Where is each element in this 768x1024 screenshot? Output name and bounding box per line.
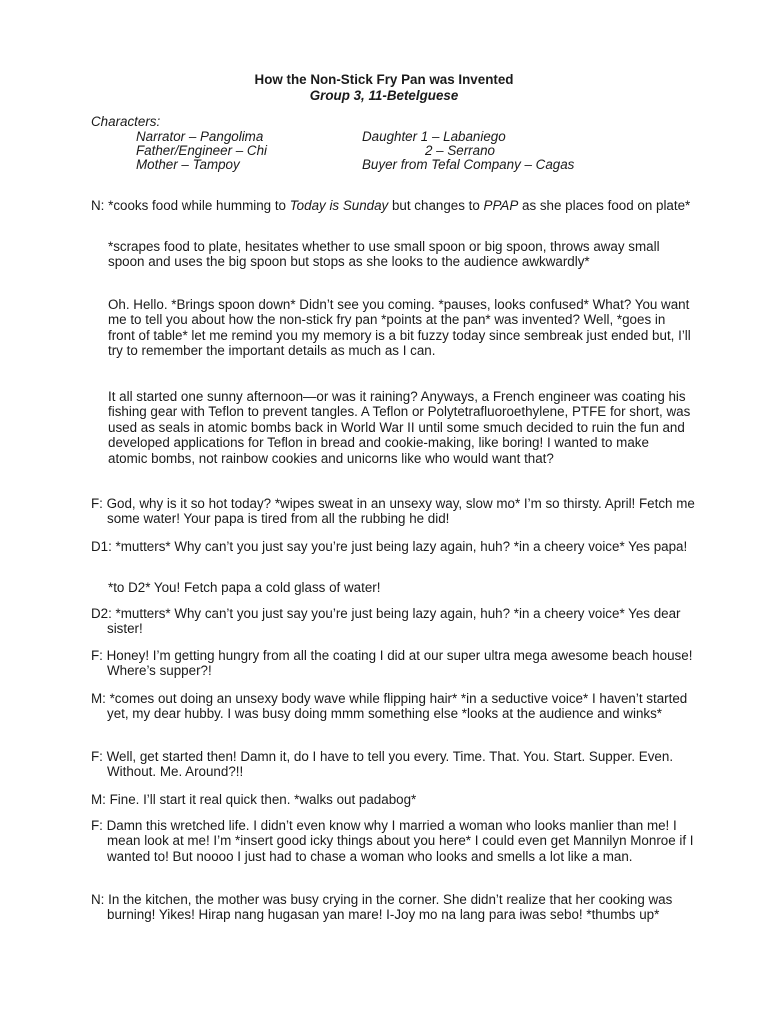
song-title: PPAP xyxy=(483,198,519,213)
script-paragraph: Oh. Hello. *Brings spoon down* Didn’t see you coming. *pauses, looks confused* What? You want me to tell you about how the non-stick fry pan *points at the pan* was invented? Well, *goes in front of table* let me remind you my memory is a bit fuzzy today since sembreak just ended but, I’ll try to remember the important details as much as I can. xyxy=(108,297,691,359)
script-paragraph: D2: *mutters* Why can’t you just say you’re just being lazy again, huh? *in a cheery voice* Yes dear sister! xyxy=(91,606,681,637)
character-daughter-2: 2 – Serrano xyxy=(425,143,495,158)
script-paragraph: M: Fine. I’ll start it real quick then. *walks out padabog* xyxy=(91,792,417,807)
script-paragraph: *to D2* You! Fetch papa a cold glass of water! xyxy=(108,580,381,595)
script-paragraph: M: *comes out doing an unsexy body wave while flipping hair* *in a seductive voice* I haven’t started yet, my dear hubby. I was busy doing mmm something else *looks at the audience and winks* xyxy=(91,691,688,722)
character-father: Father/Engineer – Chi xyxy=(136,143,268,158)
character-daughter-1: Daughter 1 – Labaniego xyxy=(362,129,506,144)
script-paragraph: D1: *mutters* Why can’t you just say you’re just being lazy again, huh? *in a cheery voice* Yes papa! xyxy=(91,539,688,554)
script-paragraph: F: Honey! I’m getting hungry from all the coating I did at our super ultra mega awesome beach house! Where’s supper?! xyxy=(91,648,693,679)
paragraph-text-pre: N: *cooks food while humming to xyxy=(91,198,290,213)
character-mother: Mother – Tampoy xyxy=(136,157,240,172)
script-paragraph: F: Well, get started then! Damn it, do I have to tell you every. Time. That. You. Start. Supper. Even. Without. Me. Around?!! xyxy=(91,749,674,780)
song-title: Today is Sunday xyxy=(289,198,389,213)
script-paragraph xyxy=(91,198,707,213)
paragraph-text-post: as she places food on plate* xyxy=(518,198,691,213)
character-narrator: Narrator – Pangolima xyxy=(136,129,264,144)
character-buyer: Buyer from Tefal Company – Cagas xyxy=(362,157,575,172)
document-subtitle: Group 3, 11-Betelguese xyxy=(309,88,459,103)
script-paragraph: It all started one sunny afternoon—or was it raining? Anyways, a French engineer was coating his fishing gear with Teflon to prevent tangles. A Teflon or Polytetrafluoroethylene, PTFE for short, was used as seals in atomic bombs back in World War II until some smuch decided to ruin the fun and developed applications for Teflon in bread and cookie-making, like boring! I wanted to make atomic bombs, not rainbow cookies and unicorns like who would want that? xyxy=(108,389,691,466)
paragraph-text-mid: but changes to xyxy=(388,198,484,213)
script-paragraph: F: Damn this wretched life. I didn’t even know why I married a woman who looks manlier than me! I mean look at me! I’m *insert good icky things about you here* I could even get Mannilyn Monroe if I wanted to! But noooo I just had to chase a woman who looks and smells a lot like a man. xyxy=(91,818,694,864)
script-paragraph: *scrapes food to plate, hesitates whether to use small spoon or big spoon, throws away small spoon and uses the big spoon but stops as she looks to the audience awkwardly* xyxy=(108,239,660,270)
characters-heading: Characters: xyxy=(91,114,161,129)
document-title: How the Non-Stick Fry Pan was Invented xyxy=(254,72,514,87)
script-paragraph: F: God, why is it so hot today? *wipes sweat in an unsexy way, slow mo* I’m so thirsty. April! Fetch me some water! Your papa is tired from all the rubbing he did! xyxy=(91,496,695,527)
script-paragraph: N: In the kitchen, the mother was busy crying in the corner. She didn’t realize that her cooking was burning! Yikes! Hirap nang hugasan yan mare! I-Joy mo na lang para iwas sebo! *thumbs up* xyxy=(91,892,673,923)
